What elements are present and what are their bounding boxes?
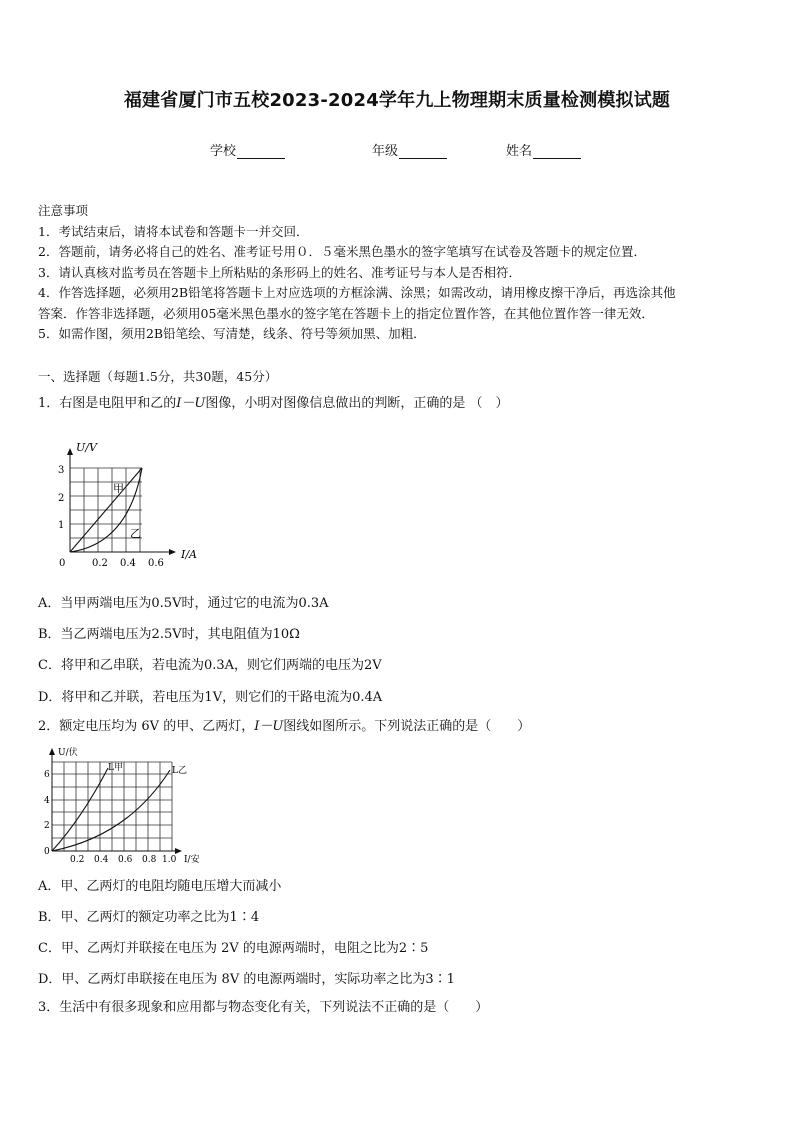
q1-ylabel: U/V: [76, 441, 97, 454]
q2-ytick: 6: [44, 770, 50, 780]
note-item: 1．考试结束后，请将本试卷和答题卡一并交回．: [38, 223, 309, 239]
q2-ytick: 0: [44, 847, 50, 857]
note-item: 3．请认真核对监考员在答题卡上所粘贴的条形码上的姓名、准考证号与本人是否相符．: [38, 264, 521, 280]
q1-x-arrow: [169, 549, 176, 555]
q1-y-arrow: [67, 448, 73, 455]
q2-option-a[interactable]: A．甲、乙两灯的电阻均随电压增大而减小: [38, 879, 282, 894]
q1-ytick: 1: [58, 520, 65, 531]
q1-xtick: 0.2: [92, 558, 108, 569]
q2-x-arrow: [175, 848, 182, 854]
grade-label: 年级: [372, 144, 399, 159]
student-info: [210, 140, 610, 159]
q2-ytick: 4: [44, 796, 50, 806]
q2-chart: [38, 744, 213, 866]
q1-ytick: 3: [58, 465, 65, 476]
grade-field[interactable]: [372, 140, 506, 159]
q1-option-d[interactable]: D．将甲和乙并联，若电压为1V，则它们的干路电流为0.4A: [38, 690, 383, 705]
q2-curve-yi: [52, 770, 170, 851]
q2-xtick: 1.0: [162, 855, 177, 865]
name-blank[interactable]: [533, 145, 581, 159]
question-2: [38, 718, 758, 736]
grade-blank[interactable]: [399, 145, 447, 159]
q2-xlabel: I/安: [184, 855, 200, 865]
notes: [38, 201, 758, 345]
q2-ytick: 2: [44, 821, 50, 831]
note-item: 答案．作答非选择题，必须用05毫米黑色墨水的签字笔在答题卡上的指定位置作答，在其他位置作答一律无效．: [38, 305, 654, 321]
q1-chart: [50, 438, 210, 573]
page-title: 福建省厦门市五校2023-2024学年九上物理期末质量检测模拟试题: [123, 90, 671, 111]
school-field[interactable]: [210, 140, 372, 159]
q1-origin: 0: [59, 558, 66, 569]
q1-label-yi: 乙: [130, 527, 141, 540]
q2-xtick: 0.2: [70, 855, 85, 865]
q2-y-arrow: [49, 748, 55, 755]
note-item: 4．作答选择题，必须用2B铅笔将答题卡上对应选项的方框涂满、涂黑；如需改动，请用橡皮擦干净后，再选涂其他: [38, 285, 676, 300]
name-field[interactable]: [506, 140, 581, 159]
q2-iu: I－U: [254, 719, 284, 734]
question-1: [38, 395, 758, 413]
q1-text-pre: 1．右图是电阻甲和乙的: [38, 396, 177, 411]
name-label: 姓名: [506, 144, 533, 159]
q1-ytick: 2: [58, 493, 65, 504]
question-3: 3．生活中有很多现象和应用都与物态变化有关，下列说法不正确的是（ ）: [38, 1000, 489, 1015]
q2-option-b[interactable]: B．甲、乙两灯的额定功率之比为1∶4: [38, 910, 260, 925]
q1-xtick: 0.4: [120, 558, 136, 569]
q2-xtick: 0.8: [142, 855, 157, 865]
section-heading: 一、选择题（每题1.5分，共30题，45分）: [38, 369, 278, 384]
q2-label-jia: L甲: [108, 763, 123, 773]
q1-label-jia: 甲: [113, 482, 124, 495]
q1-text-post: 图像，小明对图像信息做出的判断，正确的是 （ ）: [205, 396, 509, 411]
note-item: 2．答题前，请务必将自己的姓名、准考证号用０．５毫米黑色墨水的签字笔填写在试卷及答题卡的规定位置．: [38, 244, 646, 259]
q2-text-post: 图线如图所示。下列说法正确的是（ ）: [283, 719, 531, 734]
q2-option-c[interactable]: C．甲、乙两灯并联接在电压为 2V 的电源两端时，电阻之比为2∶5: [38, 941, 429, 956]
q2-text-pre: 2．额定电压均为 6V 的甲、乙两灯，: [38, 719, 255, 734]
q1-option-b[interactable]: B．当乙两端电压为2.5V时，其电阻值为10Ω: [38, 627, 300, 642]
q2-xtick: 0.4: [94, 855, 109, 865]
note-item: 5．如需作图，须用2B铅笔绘、写清楚，线条、符号等须加黑、加粗．: [38, 326, 426, 341]
q2-option-d[interactable]: D．甲、乙两灯串联接在电压为 8V 的电源两端时，实际功率之比为3∶1: [38, 972, 455, 987]
school-label: 学校: [210, 144, 237, 159]
school-blank[interactable]: [237, 145, 285, 159]
q2-ylabel: U/伏: [58, 748, 78, 758]
q2-xtick: 0.6: [118, 855, 133, 865]
q1-iu: I－U: [176, 396, 206, 411]
q1-option-c[interactable]: C．将甲和乙串联，若电流为0.3A，则它们两端的电压为2V: [38, 658, 382, 673]
q1-option-a[interactable]: A．当甲两端电压为0.5V时，通过它的电流为0.3A: [38, 596, 329, 611]
q2-grid: [52, 762, 172, 851]
notes-heading: 注意事项: [38, 203, 89, 218]
q1-xlabel: I/A: [181, 548, 197, 561]
q1-xtick: 0.6: [148, 558, 164, 569]
q2-label-yi: L乙: [172, 766, 187, 776]
